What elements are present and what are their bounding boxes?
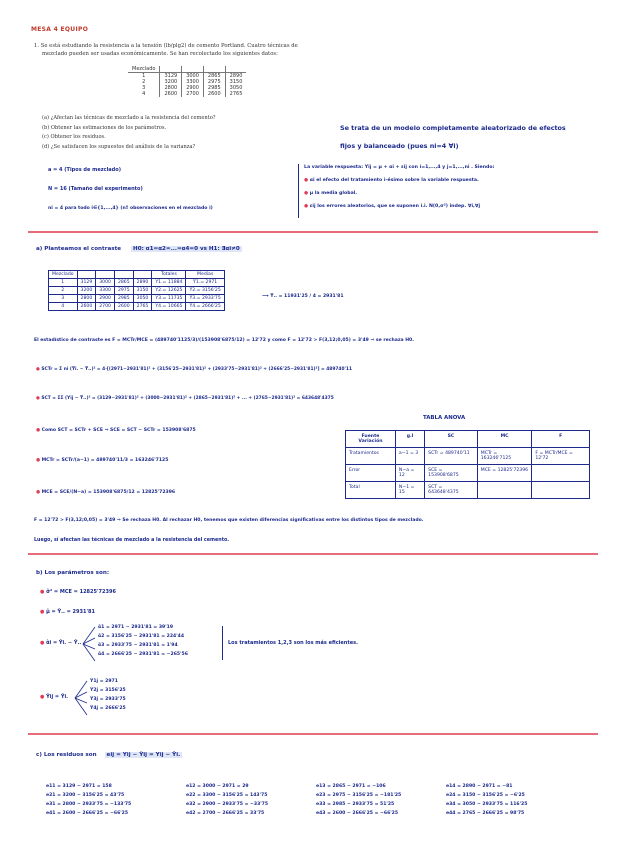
table-cell: 4 bbox=[49, 303, 78, 311]
table-row bbox=[49, 295, 225, 303]
table-cell: 2 bbox=[142, 79, 146, 85]
residual: e41 = 2600 − 2666'25 = −66'25 bbox=[46, 811, 129, 816]
anova-cell: F = MCTr/MCE = 12'72 bbox=[532, 448, 590, 465]
yhat-lead: Ŷij = Ȳi. bbox=[46, 694, 69, 700]
table-cell: 3150 bbox=[225, 79, 246, 85]
table-cell: 3000 bbox=[182, 73, 204, 80]
question-a: (a) ¿Afectan las técnicas de mezclado a la resistencia del cemento? bbox=[42, 115, 216, 121]
anova-h-sc: SC bbox=[425, 431, 478, 448]
question-b: (b) Obtener las estimaciones de los parámetros. bbox=[42, 124, 167, 131]
alpha-list bbox=[98, 623, 188, 659]
problem-table bbox=[128, 66, 246, 97]
table-cell: Y4.= 10665 bbox=[152, 303, 186, 311]
table-cell: Ȳ3.= 2933'75 bbox=[186, 295, 224, 303]
table-cell: Ȳ4.= 2666'25 bbox=[186, 303, 224, 311]
table-cell: Ȳ2.= 3156'25 bbox=[186, 287, 224, 295]
residual: e42 = 2700 − 2666'25 = 33'75 bbox=[186, 811, 265, 816]
table-cell: 2600 bbox=[114, 303, 133, 311]
table-cell: 3300 bbox=[182, 79, 204, 85]
anova-h-f: F bbox=[532, 431, 590, 448]
anova-cell: MCTr = 163246'7125 bbox=[477, 448, 532, 465]
mce-formula: MCE = SCE/(N−a) = 153908'6875/12 = 12825'72396 bbox=[41, 490, 176, 495]
residual: e24 = 3150 − 3156'25 = −6'25 bbox=[446, 793, 525, 798]
anova-cell: Total bbox=[346, 482, 396, 499]
sctr-formula: SCTr = Σ ni (Ȳi. − Ȳ..)² = 4·[(2971−2931'81)² + (3156'25−2931'81)² + (2933'75−2931'81)² + (2666'25−2931'81)²] = 489740'11 bbox=[41, 367, 353, 372]
yhat-branch-lines bbox=[74, 678, 88, 718]
bullet-dot: ● bbox=[304, 204, 310, 209]
table-cell: 3129 bbox=[160, 73, 182, 80]
alpha-4: α̂4 = 2666'25 − 2931'81 = −265'56 bbox=[98, 652, 188, 657]
residual: e34 = 3050 − 2933'75 = 116'25 bbox=[446, 802, 528, 807]
table-cell: 2700 bbox=[182, 91, 204, 97]
table-cell: Y2.= 12625 bbox=[152, 287, 186, 295]
th-mezclado: Mezclado bbox=[49, 271, 78, 279]
problem-statement bbox=[34, 42, 574, 58]
table-cell: 2700 bbox=[96, 303, 115, 311]
a-definition: a = 4 (Tipos de mezclado) bbox=[48, 167, 121, 173]
model-line-1: Se trata de un modelo completamente aleatorizado de efectos bbox=[340, 124, 566, 132]
residual: e21 = 3200 − 3156'25 = 43'75 bbox=[46, 793, 125, 798]
residual: e14 = 2890 − 2971 = −81 bbox=[446, 784, 513, 789]
table-cell: 3129 bbox=[77, 279, 96, 287]
anova-cell: a−1 = 3 bbox=[395, 448, 424, 465]
anova-cell: SCT = 643648'4375 bbox=[425, 482, 478, 499]
brace-divider bbox=[222, 626, 223, 660]
bullet-mu: μ la media global. bbox=[309, 191, 358, 196]
conclusion-2: Luego, sí afectan las técnicas de mezclado a la resistencia del cemento. bbox=[34, 538, 230, 543]
residuals-col-2 bbox=[186, 782, 268, 818]
residual: e12 = 3000 − 2971 = 29 bbox=[186, 784, 249, 789]
alpha-2: α̂2 = 3156'25 − 2931'81 = 224'44 bbox=[98, 634, 185, 639]
anova-cell bbox=[532, 465, 590, 482]
table-cell: Y1.= 11884 bbox=[152, 279, 186, 287]
brace-divider bbox=[298, 164, 299, 218]
part-a-title: a) Planteamos el contraste bbox=[36, 246, 122, 252]
table-row bbox=[49, 279, 225, 287]
table-cell: 2600 bbox=[160, 91, 182, 97]
sct-formula: SCT = ΣΣ (Yij − Ȳ..)² = (3129−2931'81)² + (3000−2931'81)² + (2865−2931'81)² + ... + (2765−2931'81)² = 643648'4375 bbox=[41, 396, 334, 401]
th-totales: Totales bbox=[152, 271, 186, 279]
anova-cell bbox=[532, 482, 590, 499]
residual: e32 = 2900 − 2933'75 = −33'75 bbox=[186, 802, 269, 807]
test-statistic: El estadístico de contraste es F = MCTr/MCE = (489740'1125/3)/(153908'6875/12) = 12'72 y como F = 12'72 > F(3,12;0,05) = 3'49 ⇒ se rechaza H0. bbox=[34, 338, 414, 343]
table-cell: 2890 bbox=[133, 279, 152, 287]
hypothesis: H0: α1=α2=...=α4=0 vs H1: ∃αi≠0 bbox=[133, 246, 240, 252]
residual-formula: eij = Yij − Ŷij = Yij − Ȳi. bbox=[106, 752, 181, 758]
table-cell: 2800 bbox=[160, 85, 182, 91]
yhat-1: Ŷ1j = 2971 bbox=[90, 679, 118, 684]
anova-row bbox=[346, 482, 590, 499]
yhat-4: Ŷ4j = 2666'25 bbox=[90, 706, 126, 711]
section-divider bbox=[28, 231, 598, 233]
alpha-lead: α̂i = Ȳi. − Ȳ.. bbox=[46, 640, 82, 646]
problem-line-2: mezclado pueden ser usadas económicamente. Se han recolectado los siguientes datos: bbox=[42, 51, 278, 57]
table-cell: 1 bbox=[142, 73, 146, 79]
table-cell: 3150 bbox=[133, 287, 152, 295]
table-cell: 3050 bbox=[225, 85, 246, 91]
table-cell: 2600 bbox=[203, 91, 225, 97]
anova-h-gl: g.l bbox=[395, 431, 424, 448]
questions-list bbox=[42, 114, 216, 152]
alpha-branch-lines bbox=[82, 624, 96, 664]
table-row bbox=[49, 287, 225, 295]
table-cell: 3200 bbox=[160, 79, 182, 85]
data-table bbox=[48, 270, 225, 311]
anova-title: TABLA ANOVA bbox=[423, 415, 466, 421]
table-cell: 2890 bbox=[225, 73, 246, 80]
table-cell: 3 bbox=[49, 295, 78, 303]
yhat-list bbox=[90, 677, 126, 713]
anova-cell: SCTr = 489740'11 bbox=[425, 448, 478, 465]
anova-row bbox=[346, 465, 590, 482]
residual: e13 = 2865 − 2971 = −106 bbox=[316, 784, 386, 789]
table-cell: 2600 bbox=[77, 303, 96, 311]
table-cell: 2985 bbox=[203, 85, 225, 91]
table-cell: 1 bbox=[49, 279, 78, 287]
residuals-col-1 bbox=[46, 782, 131, 818]
table-cell: 3300 bbox=[96, 287, 115, 295]
table-cell: 3200 bbox=[77, 287, 96, 295]
residual: e31 = 2800 − 2933'75 = −133'75 bbox=[46, 802, 132, 807]
n-definition: N = 16 (Tamaño del experimento) bbox=[48, 186, 143, 192]
table-cell: 2985 bbox=[114, 295, 133, 303]
bullet-alpha: αi el efecto del tratamiento i-ésimo sobre la variable respuesta. bbox=[309, 178, 479, 183]
mu-estimate: μ̂ = Ȳ.. = 2931'81 bbox=[46, 609, 95, 615]
table-cell: Y3.= 11735 bbox=[152, 295, 186, 303]
table-cell: Ȳ1.= 2971 bbox=[186, 279, 224, 287]
table-cell: 2900 bbox=[96, 295, 115, 303]
anova-cell: N−1 = 15 bbox=[395, 482, 424, 499]
grand-mean: Ȳ.. = 11931'25 / 4 = 2931'81 bbox=[270, 294, 344, 299]
section-divider bbox=[28, 553, 598, 555]
residual: e11 = 3129 − 2971 = 158 bbox=[46, 784, 112, 789]
section-divider bbox=[28, 733, 598, 735]
table-cell: 2800 bbox=[77, 295, 96, 303]
anova-cell: SCE = 153908'6875 bbox=[425, 465, 478, 482]
table-cell: 3000 bbox=[96, 279, 115, 287]
sigma-estimate: σ̂² = MCE = 12825'72396 bbox=[46, 589, 116, 595]
table-cell: 2975 bbox=[203, 79, 225, 85]
table-cell: 2975 bbox=[114, 287, 133, 295]
part-c-title: c) Los residuos son bbox=[36, 752, 97, 758]
residual: e33 = 2985 − 2933'75 = 51'25 bbox=[316, 802, 395, 807]
model-line-2: fijos y balanceado (pues ni=4 ∀i) bbox=[340, 142, 459, 150]
alpha-1: α̂1 = 2971 − 2931'81 = 39'19 bbox=[98, 625, 174, 630]
table-cell: 2865 bbox=[114, 279, 133, 287]
ni-definition: ni = 4 para todo i∈{1,...,4} (nº observaciones en el mezclado i) bbox=[48, 206, 213, 211]
table-cell: 3 bbox=[142, 85, 146, 91]
anova-table bbox=[345, 430, 590, 499]
anova-row bbox=[346, 448, 590, 465]
anova-cell: Error bbox=[346, 465, 396, 482]
question-c: (c) Obtener los residuos. bbox=[42, 134, 106, 141]
bullet-dot: ● bbox=[304, 178, 310, 183]
anova-cell: Tratamientos bbox=[346, 448, 396, 465]
conclusion-1: F = 12'72 > F(3,12;0,05) = 3'49 ⇒ Se rechaza H0. Al rechazar H0, tenemos que existen diferencias significativas entre los distintos tipos de mezclado. bbox=[34, 518, 424, 523]
th-medias: Medias bbox=[186, 271, 224, 279]
problem-table-header: Mezclado bbox=[128, 66, 160, 73]
table-cell: 2 bbox=[49, 287, 78, 295]
mctr-formula: MCTr = SCTr/(a−1) = 489740'11/3 = 163246'7125 bbox=[41, 458, 169, 463]
residual: e43 = 2600 − 2666'25 = −66'25 bbox=[316, 811, 399, 816]
efficiency-note: Los tratamientos 1,2,3 son los más eficientes. bbox=[228, 640, 358, 646]
residual: e44 = 2765 − 2666'25 = 98'75 bbox=[446, 811, 525, 816]
table-row bbox=[128, 91, 246, 97]
part-b-title: b) Los parámetros son: bbox=[36, 570, 110, 576]
yhat-3: Ŷ3j = 2933'75 bbox=[90, 697, 126, 702]
question-d: (d) ¿Se satisfacen los supuestos del análisis de la varianza? bbox=[42, 143, 196, 150]
sce-formula: Como SCT = SCTr + SCE ⇒ SCE = SCT − SCTr = 153908'6875 bbox=[41, 428, 196, 433]
anova-cell: N−a = 12 bbox=[395, 465, 424, 482]
table-cell: 2900 bbox=[182, 85, 204, 91]
residual: e23 = 2975 − 3156'25 = −181'25 bbox=[316, 793, 402, 798]
response-variable: La variable respuesta: Yij = μ + αi + εij con i=1,...,4 y j=1,...,ni . Siendo: bbox=[304, 165, 495, 170]
problem-line-1: 1. Se está estudiando la resistencia a la tensión (lb/plg2) de cemento Portland. Cuatro técnicas de bbox=[34, 43, 298, 49]
bullet-dot: ● bbox=[304, 191, 310, 196]
anova-cell: MCE = 12825'72396 bbox=[477, 465, 532, 482]
table-cell: 3050 bbox=[133, 295, 152, 303]
table-cell: 4 bbox=[142, 91, 146, 97]
header-tag: MESA 4 EQUIPO bbox=[31, 26, 89, 33]
yhat-2: Ŷ2j = 3156'25 bbox=[90, 688, 126, 693]
anova-cell bbox=[477, 482, 532, 499]
bullet-eps: εij los errores aleatorios, que se suponen i.i. N(0,σ²) indep. ∀i,∀j bbox=[309, 204, 481, 209]
table-row bbox=[49, 303, 225, 311]
anova-h-mc: MC bbox=[477, 431, 532, 448]
residual: e22 = 3300 − 3156'25 = 143'75 bbox=[186, 793, 268, 798]
table-cell: 2765 bbox=[133, 303, 152, 311]
residuals-col-4 bbox=[446, 782, 527, 818]
table-cell: 2865 bbox=[203, 73, 225, 80]
alpha-3: α̂3 = 2933'75 − 2931'81 = 1'94 bbox=[98, 643, 178, 648]
table-cell: 2765 bbox=[225, 91, 246, 97]
anova-h-source: Fuente Variación bbox=[346, 431, 396, 448]
residuals-col-3 bbox=[316, 782, 401, 818]
